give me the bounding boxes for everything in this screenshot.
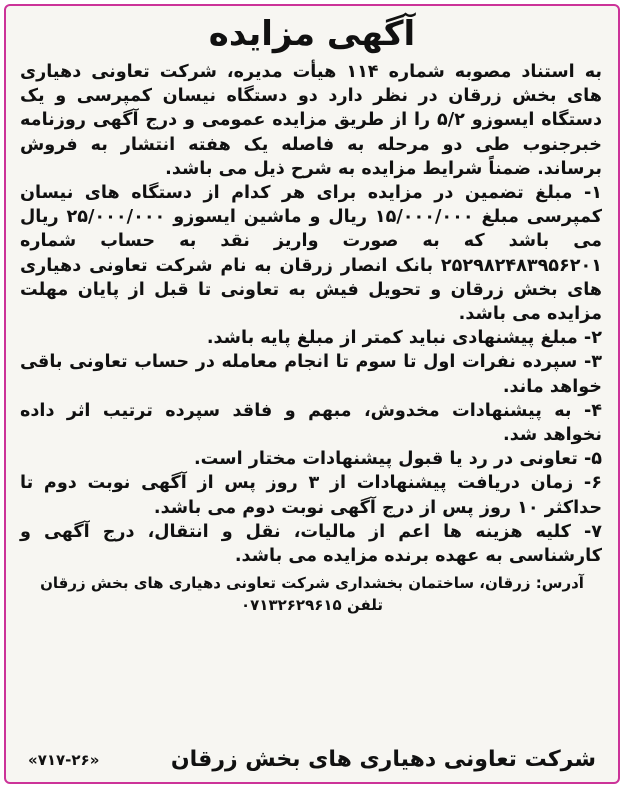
condition-item-1: ۱- مبلغ تضمین در مزایده برای هر کدام از دستگاه های نیسان کمپرسی مبلغ ۱۵/۰۰۰/۰۰۰ ریال و ماشین ایسوزو ۲۵/۰۰۰/۰۰۰ ریال می باشد که به صورت واریز نقد به حساب شماره ۲۵۲۹۸۲۴۸۳۹۵۶۲۰۱ بانک انصار زرقان به نام شرکت تعاونی دهیاری های بخش زرقان و تحویل فیش به تعاونی تا قبل از پایان مهلت مزایده می باشد. <box>20 183 603 325</box>
address-line: آدرس: زرقان، ساختمان بخشداری شرکت تعاونی دهیاری های بخش زرقان <box>40 574 584 593</box>
condition-item-4: ۴- به پیشنهادات مخدوش، مبهم و فاقد سپرده ترتیب اثر داده نخواهد شد. <box>20 400 602 446</box>
phone-line: تلفن ۰۷۱۳۲۶۲۹۶۱۵ <box>241 596 383 615</box>
notice-body <box>6 60 618 568</box>
ad-code: «۷۱۷-۲۶» <box>28 751 100 769</box>
condition-item-7: ۷- کلیه هزینه ها اعم از مالیات، نقل و انتقال، درج آگهی و کارشناسی به عهده برنده مزایده می باشد. <box>20 521 602 567</box>
intro-paragraph: به استناد مصوبه شماره ۱۱۴ هیأت مدیره، شرکت تعاونی دهیاری های بخش زرقان در نظر دارد دو دستگاه نیسان کمپرسی و یک دستگاه ایسوزو ۵/۲ را از طریق مزایده عمومی و درج آگهی روزنامه خبرجنوب طی دو مرحله به فاصله یک هفته انتشار به فروش برساند. ضمناً شرایط مزایده به شرح ذیل می باشد. <box>20 62 603 179</box>
signature: شرکت تعاونی دهیاری های بخش زرقان <box>170 747 596 772</box>
notice-title: آگهی مزایده <box>208 14 416 54</box>
condition-item-6: ۶- زمان دریافت پیشنهادات از ۳ روز پس از آگهی نوبت دوم تا حداکثر ۱۰ روز پس از درج آگهی نوبت دوم می باشد. <box>20 473 602 518</box>
notice-frame <box>4 4 620 784</box>
notice-footer <box>6 742 618 778</box>
condition-item-2: ۲- مبلغ پیشنهادی نباید کمتر از مبلغ پایه باشد. <box>206 328 602 349</box>
condition-item-3: ۳- سپرده نفرات اول تا سوم تا انجام معامله در حساب تعاونی باقی خواهد ماند. <box>20 352 602 397</box>
condition-item-5: ۵- تعاونی در رد یا قبول پیشنهادات مختار است. <box>193 449 602 470</box>
